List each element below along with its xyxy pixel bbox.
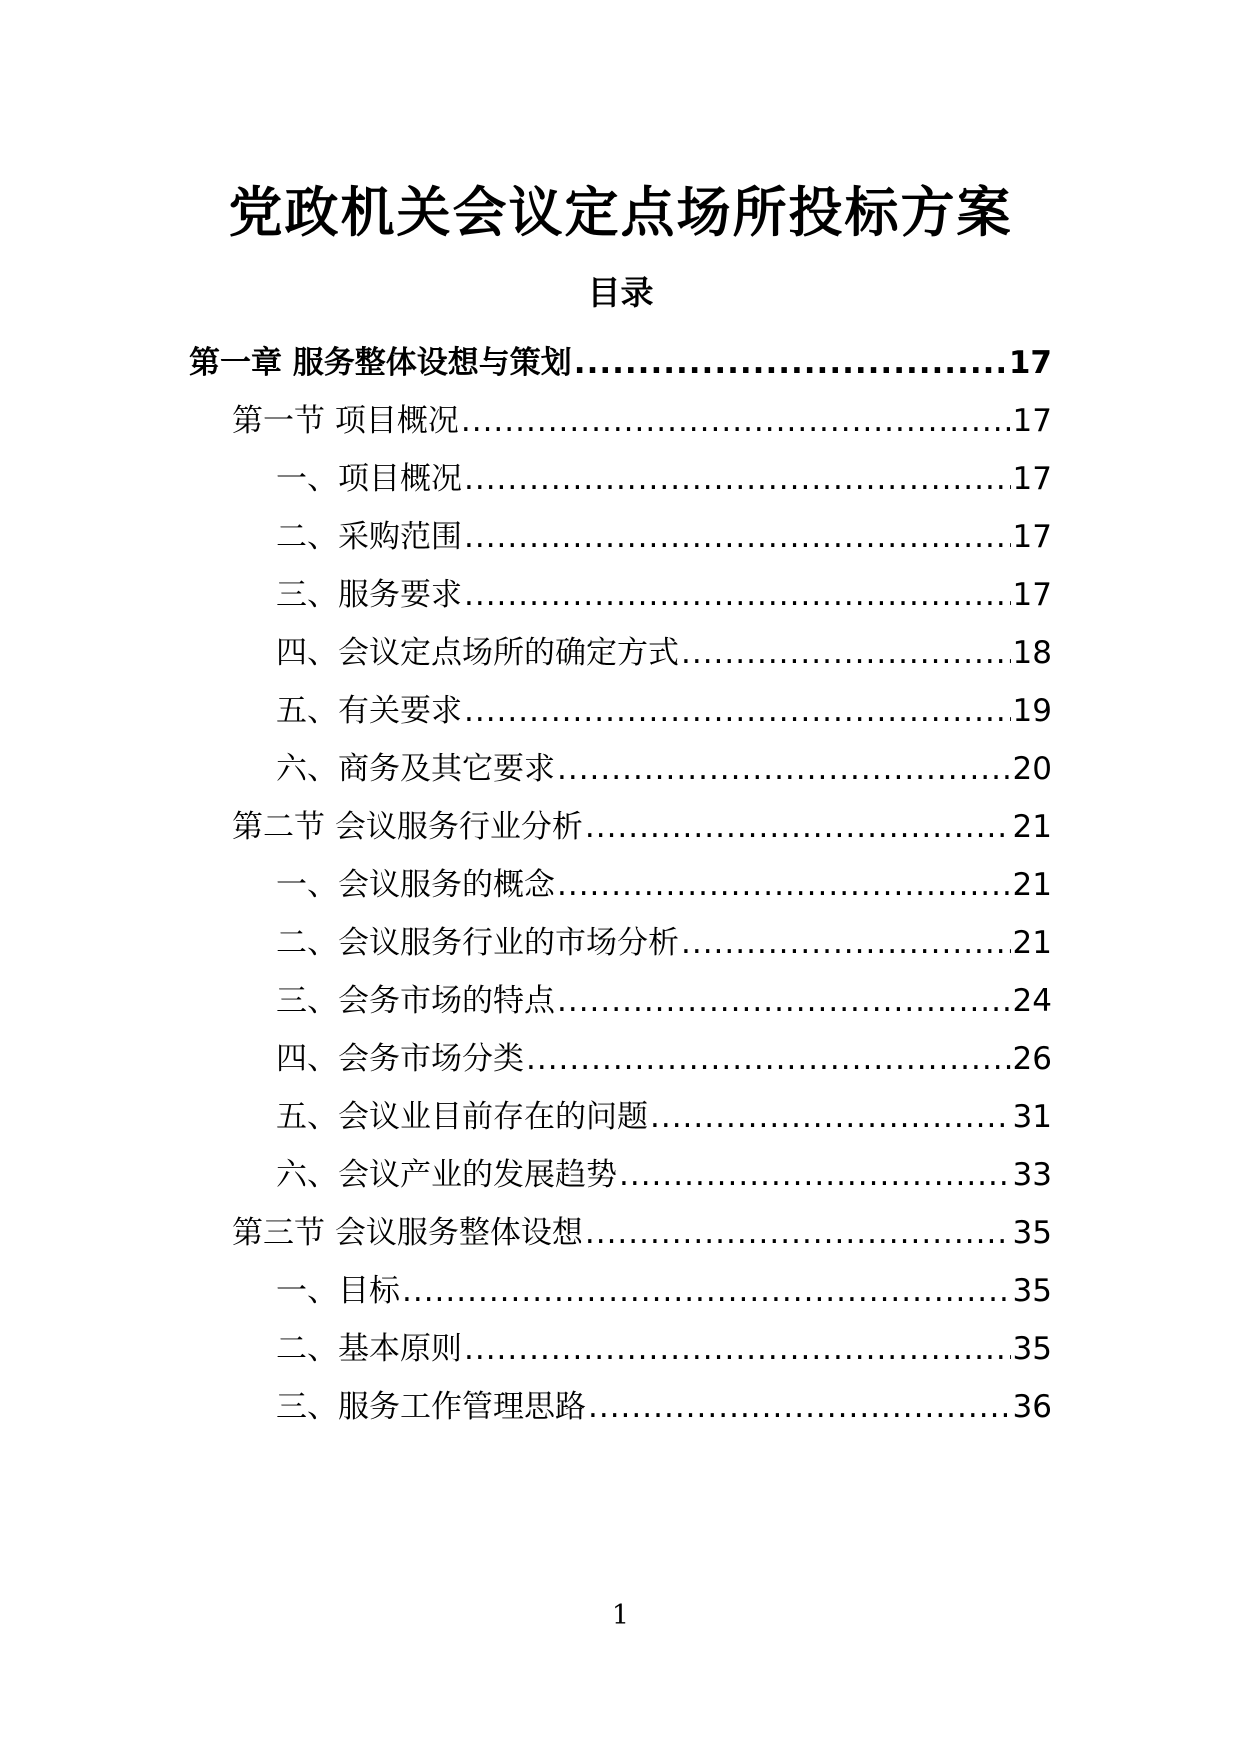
toc-entry-text: 第三节 会议服务整体设想 — [232, 1215, 583, 1251]
toc-entry-text: 三、会务市场的特点 — [276, 983, 555, 1019]
toc-leader — [464, 450, 1011, 508]
toc-entry-text: 五、有关要求 — [276, 693, 462, 729]
toc-entry-section[interactable] — [232, 392, 1052, 450]
toc-entry-item[interactable] — [276, 508, 1052, 566]
toc-leader — [650, 1088, 1011, 1146]
toc-leader — [619, 1146, 1011, 1204]
toc-entry-text: 一、会议服务的概念 — [276, 867, 555, 903]
toc-page-number: 18 — [1012, 635, 1052, 671]
toc-entry-text: 第二节 会议服务行业分析 — [232, 809, 583, 845]
toc-entry-item[interactable] — [276, 1378, 1052, 1436]
toc-page-number: 24 — [1012, 983, 1052, 1019]
toc-page-number: 36 — [1012, 1389, 1052, 1425]
toc-entry-item[interactable] — [276, 682, 1052, 740]
toc-entry-text: 第一章 服务整体设想与策划 — [189, 345, 572, 381]
toc-leader — [464, 682, 1011, 740]
toc-leader — [402, 1262, 1011, 1320]
toc-leader — [585, 1204, 1011, 1262]
toc-entry-chapter[interactable] — [189, 334, 1052, 392]
toc-entry-item[interactable] — [276, 740, 1052, 798]
toc-leader — [557, 972, 1011, 1030]
toc-page-number: 31 — [1012, 1099, 1052, 1135]
toc-page-number: 35 — [1012, 1273, 1052, 1309]
toc-entry-text: 二、采购范围 — [276, 519, 462, 555]
toc-entry-text: 四、会务市场分类 — [276, 1041, 524, 1077]
toc-page-number: 33 — [1012, 1157, 1052, 1193]
toc-entry-item[interactable] — [276, 1320, 1052, 1378]
toc-leader — [557, 856, 1011, 914]
toc-page-number: 35 — [1012, 1331, 1052, 1367]
toc-entry-text: 三、服务工作管理思路 — [276, 1389, 586, 1425]
toc-entry-text: 二、基本原则 — [276, 1331, 462, 1367]
toc-entry-item[interactable] — [276, 972, 1052, 1030]
toc-entry-text: 第一节 项目概况 — [232, 403, 459, 439]
toc-leader — [574, 334, 1007, 392]
toc-entry-item[interactable] — [276, 450, 1052, 508]
toc-leader — [681, 624, 1011, 682]
toc-page-number: 21 — [1012, 925, 1052, 961]
toc-leader — [526, 1030, 1011, 1088]
toc-page-number: 17 — [1012, 403, 1052, 439]
toc-page-number: 19 — [1012, 693, 1052, 729]
toc-page-number: 17 — [1012, 577, 1052, 613]
toc-entry-section[interactable] — [232, 798, 1052, 856]
toc-page-number: 26 — [1012, 1041, 1052, 1077]
toc-heading: 目录 — [587, 273, 654, 312]
toc-page-number: 21 — [1012, 809, 1052, 845]
toc-entry-text: 二、会议服务行业的市场分析 — [276, 925, 679, 961]
toc-entry-text: 六、商务及其它要求 — [276, 751, 555, 787]
toc-entry-text: 六、会议产业的发展趋势 — [276, 1157, 617, 1193]
document-title: 党政机关会议定点场所投标方案 — [228, 181, 1013, 244]
toc-entry-item[interactable] — [276, 1146, 1052, 1204]
toc-page-number: 35 — [1012, 1215, 1052, 1251]
toc-leader — [464, 566, 1011, 624]
toc-entry-text: 四、会议定点场所的确定方式 — [276, 635, 679, 671]
toc-leader — [681, 914, 1011, 972]
toc-page-number: 21 — [1012, 867, 1052, 903]
toc-leader — [461, 392, 1011, 450]
toc-entry-item[interactable] — [276, 624, 1052, 682]
toc-entry-text: 五、会议业目前存在的问题 — [276, 1099, 648, 1135]
toc-leader — [464, 508, 1011, 566]
toc-entry-item[interactable] — [276, 1088, 1052, 1146]
toc-leader — [557, 740, 1011, 798]
page-number: 1 — [611, 1600, 630, 1631]
toc-entry-item[interactable] — [276, 914, 1052, 972]
toc-leader — [585, 798, 1011, 856]
toc-entry-text: 三、服务要求 — [276, 577, 462, 613]
toc-entry-item[interactable] — [276, 1030, 1052, 1088]
toc-entry-text: 一、目标 — [276, 1273, 400, 1309]
toc-leader — [588, 1378, 1011, 1436]
toc-entry-item[interactable] — [276, 856, 1052, 914]
toc-entry-item[interactable] — [276, 1262, 1052, 1320]
toc-entry-section[interactable] — [232, 1204, 1052, 1262]
toc-page-number: 17 — [1012, 519, 1052, 555]
toc-page-number: 20 — [1012, 751, 1052, 787]
toc-leader — [464, 1320, 1011, 1378]
toc-entry-text: 一、项目概况 — [276, 461, 462, 497]
toc-entry-item[interactable] — [276, 566, 1052, 624]
toc-page-number: 17 — [1008, 345, 1052, 381]
toc-page-number: 17 — [1012, 461, 1052, 497]
